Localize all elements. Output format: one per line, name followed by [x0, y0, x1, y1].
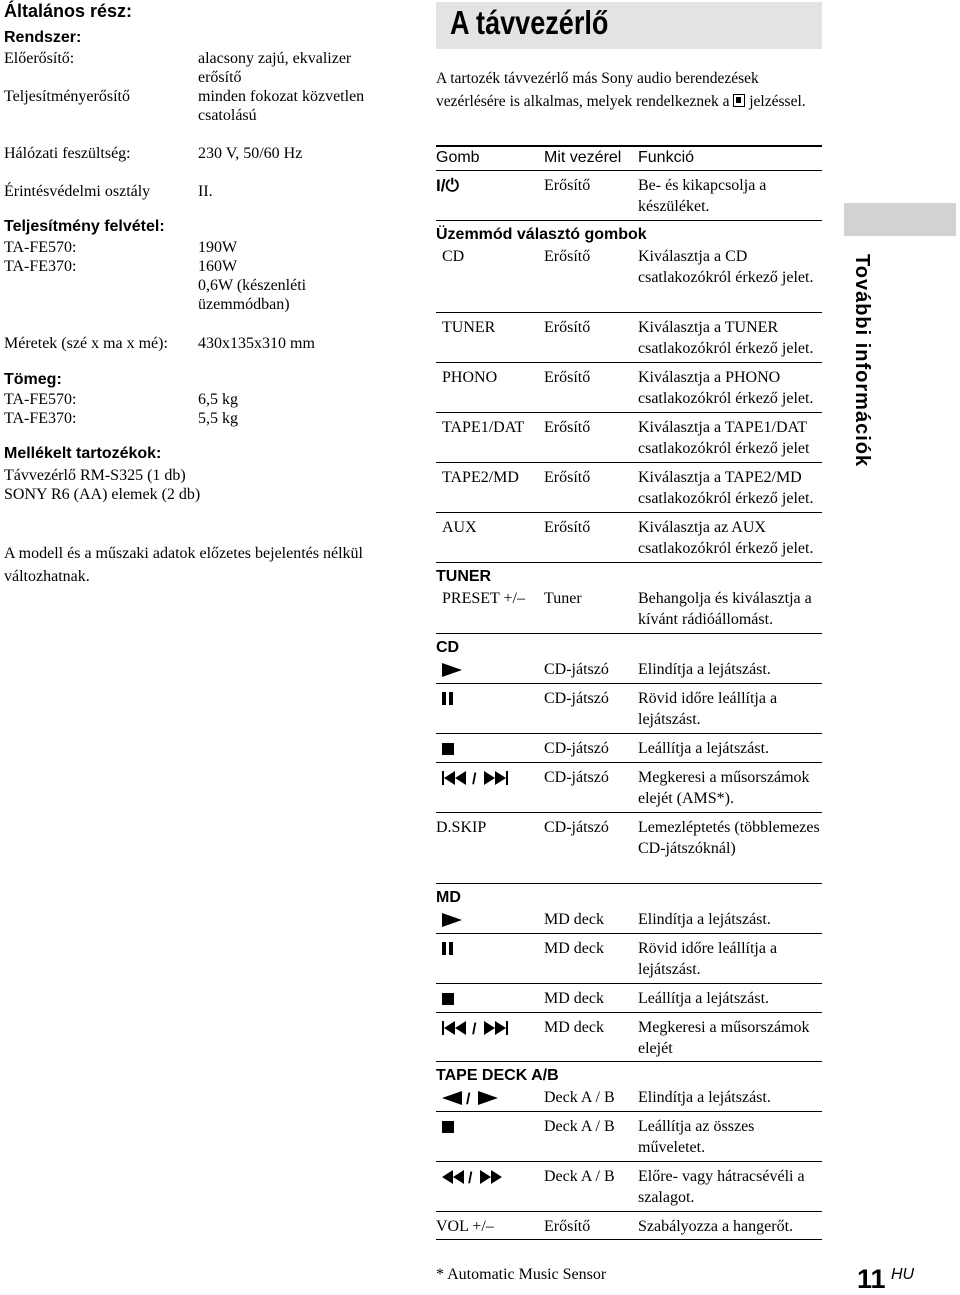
- play-icon: [442, 913, 462, 927]
- row-target: Erősítő: [544, 248, 591, 265]
- fe370-weight-label: TA-FE370:: [4, 410, 77, 427]
- protection-class-value: II.: [198, 183, 213, 200]
- row-button: VOL +/–: [436, 1218, 494, 1235]
- row-target: Erősítő: [544, 177, 591, 194]
- row-function: Leállítja a lejátszást.: [638, 740, 770, 757]
- column-header-button: Gomb: [436, 149, 480, 166]
- dimensions-label: Méretek (szé x ma x mé):: [4, 335, 168, 352]
- stop-icon: [442, 1120, 454, 1134]
- svg-text:/: /: [466, 1091, 471, 1105]
- fe570-weight-value: 6,5 kg: [198, 391, 238, 408]
- preamp-label: Előerősítő:: [4, 50, 75, 67]
- row-rule: [436, 683, 822, 684]
- power-consumption-heading: Teljesítmény felvétel:: [4, 218, 165, 235]
- row-rule: [436, 762, 822, 763]
- row-function: Lemezléptetés (többlemezes CD-játszóknál): [638, 819, 820, 857]
- svg-text:/: /: [472, 771, 477, 785]
- row-button: TUNER: [442, 319, 496, 336]
- row-rule: [436, 1211, 822, 1212]
- fe370-power-label: TA-FE370:: [4, 258, 77, 275]
- fe370-power-value: 160W 0,6W (készenléti üzemmódban): [198, 258, 307, 313]
- row-function: Megkeresi a műsorszámok elejét: [638, 1019, 810, 1057]
- row-target: CD-játszó: [544, 661, 609, 678]
- section-title-box: [436, 2, 822, 49]
- row-button: TAPE1/DAT: [442, 419, 525, 436]
- svg-text:/: /: [468, 1170, 473, 1184]
- play-icon: [442, 663, 462, 677]
- row-function: Előre- vagy hátracsévéli a szalagot.: [638, 1168, 805, 1206]
- column-header-target: Mit vezérel: [544, 149, 622, 166]
- row-rule: [436, 462, 822, 463]
- tape-deck-heading: TAPE DECK A/B: [436, 1067, 559, 1084]
- accessories-heading: Mellékelt tartozékok:: [4, 445, 162, 462]
- page-number: 11: [857, 1264, 886, 1294]
- row-target: Erősítő: [544, 369, 591, 386]
- row-rule: [436, 220, 822, 221]
- stop-icon: [442, 742, 454, 756]
- power-amp-value: minden fokozat közvetlen csatolású: [198, 88, 365, 124]
- row-target: CD-játszó: [544, 819, 609, 836]
- power-icon: I/⏻: [436, 176, 459, 195]
- row-function: Rövid időre leállítja a lejátszást.: [638, 690, 778, 728]
- pause-icon: [442, 942, 454, 956]
- row-button: D.SKIP: [436, 819, 487, 836]
- pause-icon: [442, 692, 454, 706]
- row-function: Kiválasztja a TAPE2/MD csatlakozókról érkező jelet.: [638, 469, 814, 507]
- row-rule: [436, 562, 822, 563]
- accessory-batteries: SONY R6 (AA) elemek (2 db): [4, 486, 201, 503]
- general-heading: Általános rész:: [4, 1, 133, 21]
- row-target: MD deck: [544, 1019, 604, 1036]
- row-button: PHONO: [442, 369, 498, 386]
- weight-heading: Tömeg:: [4, 371, 62, 388]
- row-target: Erősítő: [544, 469, 591, 486]
- row-function: Elindítja a lejátszást.: [638, 1089, 771, 1106]
- row-function: Leállítja az összes műveletet.: [638, 1118, 755, 1156]
- row-function: Leállítja a lejátszást.: [638, 990, 770, 1007]
- row-target: Deck A / B: [544, 1118, 615, 1135]
- mode-selector-heading: Üzemmód választó gombok: [436, 226, 647, 243]
- dimensions-value: 430x135x310 mm: [198, 335, 315, 352]
- fe370-weight-value: 5,5 kg: [198, 410, 238, 427]
- row-rule: [436, 633, 822, 634]
- row-rule: [436, 883, 822, 884]
- row-rule: [436, 512, 822, 513]
- row-rule: [436, 1111, 822, 1112]
- row-function: Megkeresi a műsorszámok elejét (AMS*).: [638, 769, 810, 807]
- stop-icon: [442, 992, 454, 1006]
- row-target: Deck A / B: [544, 1168, 615, 1185]
- protection-class-label: Érintésvédelmi osztály: [4, 183, 151, 200]
- row-target: Erősítő: [544, 519, 591, 536]
- row-rule: [436, 412, 822, 413]
- row-target: MD deck: [544, 990, 604, 1007]
- row-target: Deck A / B: [544, 1089, 615, 1106]
- row-function: Szabályozza a hangerőt.: [638, 1218, 794, 1235]
- row-rule: [436, 362, 822, 363]
- row-button: CD: [442, 248, 465, 265]
- row-rule: [436, 312, 822, 313]
- table-bottom-rule: [436, 1239, 822, 1240]
- side-tab-marker: [844, 203, 956, 236]
- preamp-value: alacsony zajú, ekvalizer erősítő: [198, 50, 352, 86]
- row-rule: [436, 933, 822, 934]
- reverse-play-icon: [442, 1091, 504, 1105]
- table-header-rule: [436, 170, 822, 171]
- row-target: Erősítő: [544, 319, 591, 336]
- row-function: Kiválasztja a CD csatlakozókról érkező jelet.: [638, 248, 814, 286]
- row-target: CD-játszó: [544, 740, 609, 757]
- mains-voltage-label: Hálózati feszültség:: [4, 145, 131, 162]
- row-target: MD deck: [544, 911, 604, 928]
- remote-commander-icon: [733, 94, 745, 107]
- row-target: Tuner: [544, 590, 582, 607]
- intro-text: A tartozék távvezérlő más Sony audio berendezések vezérlésére is alkalmas, melyek rendelkeznek a: [436, 70, 759, 110]
- row-function: Rövid időre leállítja a lejátszást.: [638, 940, 778, 978]
- fe570-power-label: TA-FE570:: [4, 239, 77, 256]
- row-button: PRESET +/–: [442, 590, 525, 607]
- mains-voltage-value: 230 V, 50/60 Hz: [198, 145, 303, 162]
- row-rule: [436, 1012, 822, 1013]
- table-top-rule: [436, 145, 822, 147]
- footnote: * Automatic Music Sensor: [436, 1266, 607, 1283]
- row-rule: [436, 733, 822, 734]
- skip-prev-next-icon: [442, 1021, 520, 1035]
- power-amp-label: Teljesítményerősítő: [4, 88, 130, 105]
- skip-prev-next-icon: [442, 771, 520, 785]
- row-function: Kiválasztja a TAPE1/DAT csatlakozókról érkező jelet: [638, 419, 810, 457]
- row-target: CD-játszó: [544, 690, 609, 707]
- row-function: Kiválasztja a PHONO csatlakozókról érkező jelet.: [638, 369, 814, 407]
- row-function: Elindítja a lejátszást.: [638, 661, 771, 678]
- row-function: Elindítja a lejátszást.: [638, 911, 771, 928]
- fe570-weight-label: TA-FE570:: [4, 391, 77, 408]
- row-rule: [436, 983, 822, 984]
- row-target: Erősítő: [544, 419, 591, 436]
- rewind-forward-icon: [442, 1170, 510, 1184]
- row-function: Kiválasztja az AUX csatlakozókról érkező jelet.: [638, 519, 814, 557]
- row-function: Be- és kikapcsolja a készüléket.: [638, 177, 767, 215]
- row-target: Erősítő: [544, 1218, 591, 1235]
- row-target: MD deck: [544, 940, 604, 957]
- page-language-code: HU: [891, 1266, 915, 1283]
- row-button: TAPE2/MD: [442, 469, 519, 486]
- tuner-heading: TUNER: [436, 568, 492, 585]
- md-heading: MD: [436, 889, 461, 906]
- row-rule: [436, 1161, 822, 1162]
- accessory-remote: Távvezérlő RM-S325 (1 db): [4, 467, 186, 484]
- intro-text-end: jelzéssel.: [749, 93, 806, 110]
- cd-heading: CD: [436, 639, 460, 656]
- row-button: AUX: [442, 519, 477, 536]
- row-target: CD-játszó: [544, 769, 609, 786]
- column-header-function: Funkció: [638, 149, 695, 166]
- row-rule: [436, 1061, 822, 1062]
- section-title: A távvezérlő: [450, 4, 609, 41]
- disclaimer-note: A modell és a műszaki adatok előzetes bejelentés nélkül változhatnak.: [4, 545, 363, 585]
- row-function: Kiválasztja a TUNER csatlakozókról érkező jelet.: [638, 319, 814, 357]
- side-tab-label: További információk: [851, 254, 873, 468]
- system-heading: Rendszer:: [4, 29, 82, 46]
- svg-text:/: /: [472, 1021, 477, 1035]
- row-rule: [436, 812, 822, 813]
- row-function: Behangolja és kiválasztja a kívánt rádióállomást.: [638, 590, 812, 628]
- intro-paragraph: [436, 67, 816, 113]
- fe570-power-value: 190W: [198, 239, 238, 256]
